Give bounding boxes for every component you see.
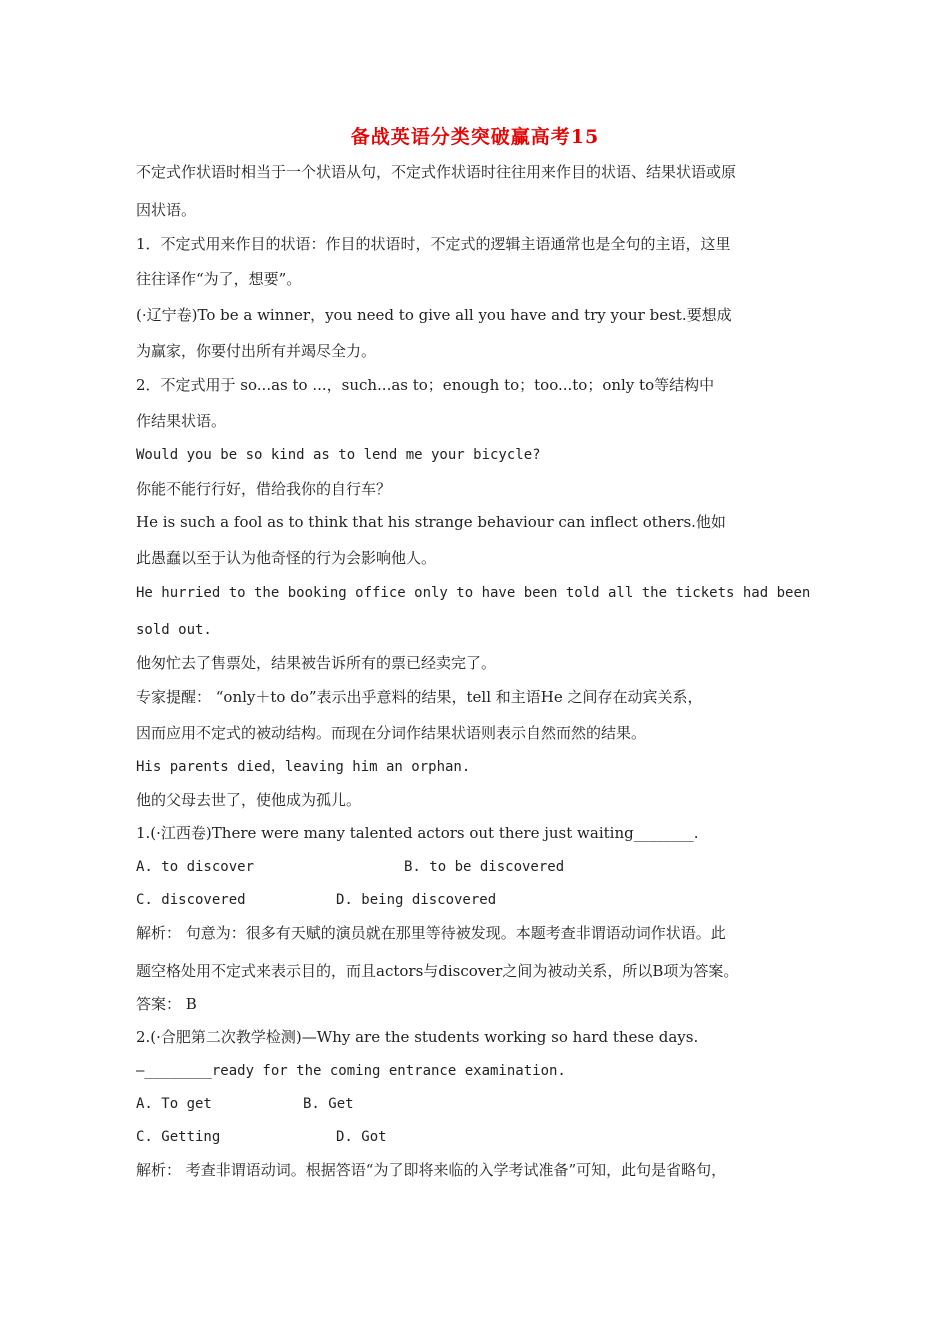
text-line: 因状语。	[136, 201, 197, 219]
text-line: 专家提醒： “only＋to do”表示出乎意料的结果，tell 和主语He 之间存在动宾关系，	[136, 688, 703, 706]
text-line: 解析： 考查非谓语动词。根据答语“为了即将来临的入学考试准备”可知，此句是省略句，	[136, 1161, 727, 1179]
text-line: 答案： B	[136, 995, 197, 1013]
option-c: C. discovered	[136, 892, 246, 908]
option-line	[136, 857, 824, 877]
option-d: D. Got	[336, 1129, 387, 1145]
text-line: 1．不定式用来作目的状语：作目的状语时，不定式的逻辑主语通常也是全句的主语，这里	[136, 235, 731, 253]
text-line: His parents died，leaving him an orphan.	[136, 759, 471, 775]
document-title: 备战英语分类突破赢高考15	[350, 126, 600, 148]
option-a: A. to discover	[136, 859, 255, 875]
text-line: 解析： 句意为：很多有天赋的演员就在那里等待被发现。本题考查非谓语动词作状语。此	[136, 924, 726, 942]
text-line: (·辽宁卷)To be a winner，you need to give all you have and try your best.要想成	[136, 306, 732, 324]
text-line: He hurried to the booking office only to have been told all the tickets had been	[136, 585, 811, 601]
text-line: 不定式作状语时相当于一个状语从句，不定式作状语时往往用来作目的状语、结果状语或原	[136, 163, 737, 181]
text-line: 他的父母去世了，使他成为孤儿。	[136, 791, 362, 809]
text-line: 题空格处用不定式来表示目的，而且actors与discover之间为被动关系，所以B项为答案。	[136, 962, 739, 980]
option-a: A. To get	[136, 1096, 212, 1112]
text-line: sold out.	[136, 622, 212, 638]
option-line	[136, 1127, 824, 1147]
text-line: 此愚蠢以至于认为他奇怪的行为会影响他人。	[136, 549, 437, 567]
text-line: 作结果状语。	[136, 412, 227, 430]
option-line	[136, 1094, 824, 1114]
text-line: —________ready for the coming entrance examination.	[136, 1063, 566, 1079]
text-line: Would you be so kind as to lend me your bicycle?	[136, 447, 541, 463]
text-line: 2．不定式用于 so...as to ...，such...as to；enough to；too...to；only to等结构中	[136, 376, 715, 394]
text-line: 1.(·江西卷)There were many talented actors out there just waiting________.	[136, 824, 699, 842]
text-line: 因而应用不定式的被动结构。而现在分词作结果状语则表示自然而然的结果。	[136, 724, 647, 742]
text-line: 为赢家，你要付出所有并竭尽全力。	[136, 342, 377, 360]
text-line: He is such a fool as to think that his strange behaviour can inflect others.他如	[136, 513, 726, 531]
text-line: 2.(·合肥第二次教学检测)—Why are the students working so hard these days.	[136, 1028, 699, 1046]
option-b: B. to be discovered	[404, 859, 565, 875]
text-line: 你能不能行行好，借给我你的自行车？	[136, 480, 392, 498]
text-line: 往往译作“为了，想要”。	[136, 270, 302, 288]
option-c: C. Getting	[136, 1129, 221, 1145]
option-b: B. Get	[303, 1096, 354, 1112]
text-line: 他匆忙去了售票处，结果被告诉所有的票已经卖完了。	[136, 654, 497, 672]
option-line	[136, 890, 824, 910]
option-d: D. being discovered	[336, 892, 497, 908]
